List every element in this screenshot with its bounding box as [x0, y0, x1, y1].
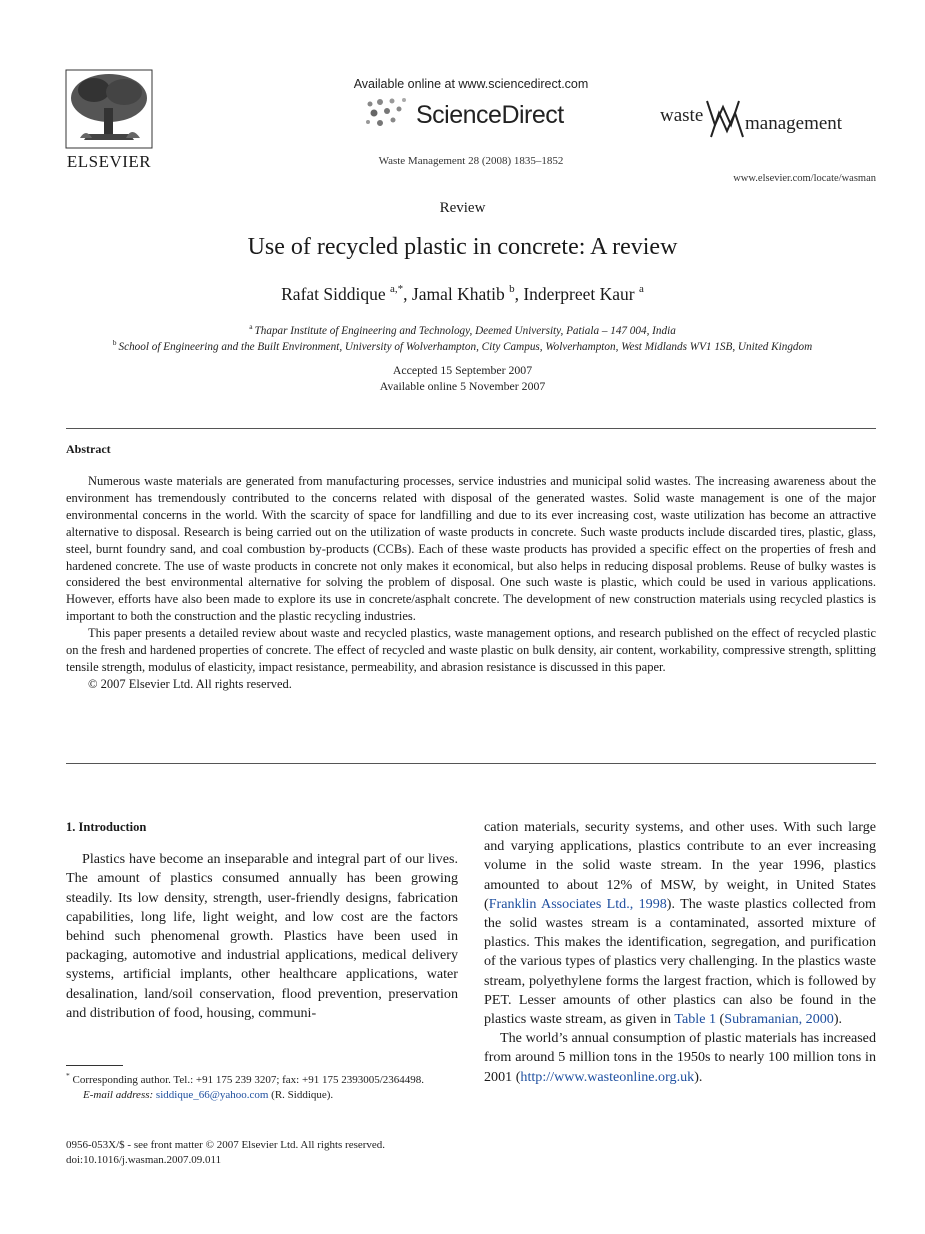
- issn-line: 0956-053X/$ - see front matter © 2007 Elsevier Ltd. All rights reserved.: [66, 1139, 386, 1151]
- text-run: The world’s annual consumption of plastic materials has increased from around 5 million tons in the 1950s to nearly 100 million tons in 2001 (: [484, 1030, 876, 1085]
- journal-reference: Waste Management 28 (2008) 1835–1852: [378, 155, 564, 167]
- author-affiliation-mark: a: [638, 283, 644, 295]
- text-run: ).: [694, 1068, 703, 1085]
- author-affiliation-mark: b: [509, 283, 515, 295]
- email-suffix: (R. Siddique).: [271, 1088, 334, 1101]
- wm-monogram-icon: [705, 97, 745, 139]
- available-online-text: Available online at www.sciencedirect.com: [353, 77, 589, 91]
- section-heading: 1. Introduction: [66, 820, 147, 834]
- author-name[interactable]: Jamal Khatib: [411, 284, 505, 304]
- sciencedirect-wordmark: ScienceDirect: [416, 101, 564, 129]
- author-name[interactable]: Rafat Siddique: [281, 284, 386, 304]
- doi-line[interactable]: doi:10.1016/j.wasman.2007.09.011: [66, 1154, 222, 1166]
- abstract-paragraph: This paper presents a detailed review about waste and recycled plastics, waste management options, and research published on the effect of recycled plastic on the fresh and hardened properties of concrete. The effect of recycled and waste plastic on bulk density, air content, workability, compressive strength, splitting tensile strength, modulus of elasticity, impact resistance, permeability, and abrasion resistance is discussed in this paper.: [66, 626, 876, 674]
- body-paragraph: Plastics have become an inseparable and integral part of our lives. The amount of plastics consumed annually has been growing steadily. Its low density, strength, user-friendly designs, fabrication capabilities, long life, light weight, and low cost are the factors behind such phenomenal growth. Plastics have been used in packaging, automotive and industrial applications, medical delivery systems, artificial implants, other healthcare applications, water desalination, land/soil conservation, flood prevention, preservation and distribution of food, housing, communi-: [66, 851, 458, 1021]
- article-type: Review: [439, 200, 486, 216]
- table-link[interactable]: Table 1: [674, 1011, 717, 1028]
- abstract-copyright: © 2007 Elsevier Ltd. All rights reserved.: [88, 676, 292, 691]
- corresponding-author-text: Corresponding author. Tel.: +91 175 239 3207; fax: +91 175 2393005/2364498.: [72, 1074, 424, 1086]
- divider: [66, 428, 876, 429]
- elsevier-tree-icon: [64, 68, 154, 150]
- affiliation-label: b: [112, 338, 117, 347]
- citation-link[interactable]: Franklin Associates Ltd., 1998: [488, 895, 667, 912]
- affiliation-text: Thapar Institute of Engineering and Technology, Deemed University, Patiala – 147 004, India: [254, 325, 676, 337]
- sciencedirect-dots-icon: [360, 96, 414, 132]
- text-run: cation materials, security systems, and other uses. With such large and varying applications, plastics contribute to an ever increasing volume in the solid waste stream. In the year 1996, plastics amounted to about 12% of MSW, by weight, in United States (: [484, 819, 876, 912]
- text-run: (: [716, 1011, 725, 1028]
- footnote: [66, 1069, 458, 1102]
- abstract-body: [66, 473, 876, 693]
- body-paragraph: [484, 1029, 876, 1087]
- footnote-mark: *: [66, 1071, 70, 1080]
- email-link[interactable]: siddique_66@yahoo.com: [155, 1088, 269, 1101]
- author-name[interactable]: Inderpreet Kaur: [523, 284, 635, 304]
- journal-url[interactable]: www.elsevier.com/locate/wasman: [733, 173, 876, 184]
- journal-logo-part2: management: [745, 113, 843, 134]
- available-date: Available online 5 November 2007: [379, 379, 546, 393]
- url-link[interactable]: http://www.wasteonline.org.uk: [520, 1068, 695, 1085]
- citation-link[interactable]: Subramanian, 2000: [724, 1011, 834, 1028]
- text-run: ). The waste plastics collected from the solid wastes stream is a contaminated, assorted mixture of plastics. This makes the identification, segregation, and purification of the various types of plastics very challenging. In the plastics waste stream, polyethylene forms the largest fraction, which is followed by PET. Lesser amounts of other plastics can also be found in the plastics waste stream, as given in: [484, 895, 876, 1028]
- author-affiliation-mark: a,*: [390, 283, 404, 295]
- article-title: Use of recycled plastic in concrete: A review: [247, 234, 678, 260]
- email-label: E-mail address:: [83, 1088, 154, 1101]
- abstract-paragraph: Numerous waste materials are generated from manufacturing processes, service industries and municipal solid wastes. The increasing awareness about the environment has tremendously contributed to the concerns related with disposal of the generated wastes. Solid waste management is one of the major environmental concerns in the world. With the scarcity of space for landfilling and due to its ever increasing cost, waste utilization has become an attractive alternative to disposal. Research is being carried out on the utilization of waste products in concrete. Such waste products include discarded tires, plastic, glass, steel, burnt foundry sand, and coal combustion by-products (CCBs). Each of these waste products has provided a specific effect on the properties of fresh and hardened concrete. The use of waste products in concrete not only makes it economical, but also helps in reducing disposal problems. Reuse of bulky wastes is considered the best environmental alternative for solving the problem of disposal. One such waste is plastic, which could be used in various applications. However, efforts have also been made to explore its use in concrete/asphalt concrete. The development of new construction materials using recycled plastics is important to both the construction and the plastic recycling industries.: [66, 474, 876, 624]
- footnote-divider: [66, 1065, 123, 1066]
- right-column: [484, 818, 876, 1087]
- waste-management-logo: [655, 97, 880, 142]
- journal-logo-part1: waste: [660, 105, 704, 126]
- affiliation: [40, 322, 885, 337]
- divider: [66, 763, 876, 764]
- text-run: ).: [833, 1011, 843, 1028]
- publisher-name: ELSEVIER: [66, 152, 152, 171]
- left-column: [66, 818, 458, 1023]
- author-list: Rafat Siddique $^{a,*}$, Jamal Khatib $^b$, Inderpreet Kaur $^a$: [281, 283, 644, 304]
- sciencedirect-logo[interactable]: [360, 96, 590, 136]
- corresponding-author-note: [66, 1069, 458, 1088]
- body-paragraph: [484, 818, 876, 1029]
- abstract-heading: Abstract: [66, 442, 111, 456]
- affiliation-label: a: [249, 322, 253, 331]
- accepted-date: Accepted 15 September 2007: [392, 363, 533, 377]
- article-identifiers: [66, 1138, 486, 1168]
- affiliation-text: School of Engineering and the Built Environment, University of Wolverhampton, City Campus, Wolverhampton, West Midlands WV1 1SB, United Kingdom: [118, 341, 813, 353]
- elsevier-logo: [64, 68, 154, 170]
- email-line: [66, 1088, 458, 1103]
- affiliation: [40, 338, 885, 353]
